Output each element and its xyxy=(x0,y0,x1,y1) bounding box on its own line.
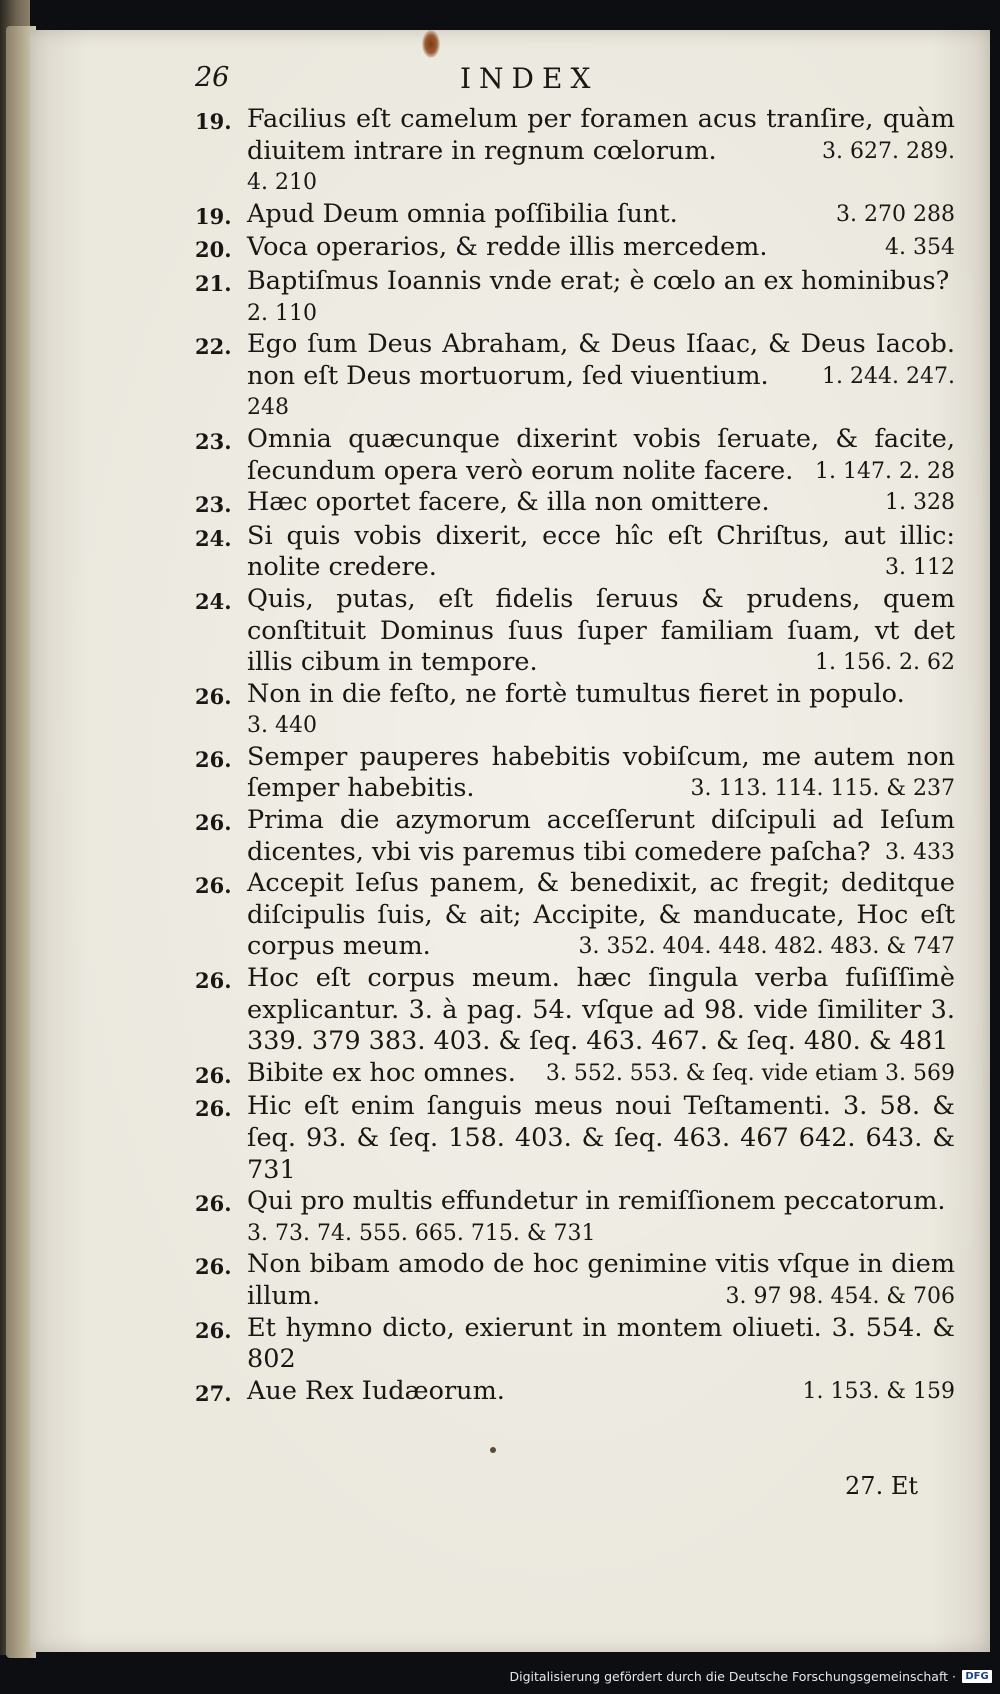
entry-number: 24. xyxy=(195,588,232,614)
running-head: INDEX xyxy=(460,62,599,95)
entry-number: 19. xyxy=(195,109,232,134)
entry-text: Semper pauperes habebitis vobiſcum, me autem non ſemper habebitis. xyxy=(247,741,955,804)
entry-body xyxy=(247,1249,955,1312)
page-header xyxy=(195,62,950,102)
entry-body xyxy=(247,868,955,963)
entry-number: 26. xyxy=(195,746,232,772)
entry-body xyxy=(247,1376,955,1410)
index-entry xyxy=(195,521,955,584)
entry-body xyxy=(247,521,955,584)
entry-text: Voca operarios, & redde illis mercedem. xyxy=(247,232,768,263)
index-entry xyxy=(195,1376,955,1410)
entry-text: Hic eſt enim ſanguis meus noui Teſtamenti. 3. 58. & ſeq. 93. & ſeq. 158. 403. & ſeq. 463. 467 642. 643. & 731 xyxy=(247,1091,955,1185)
entry-number: 19. xyxy=(195,203,232,229)
entry-number: 21. xyxy=(195,270,232,296)
entry-text: Aue Rex Iudæorum. xyxy=(247,1375,505,1406)
index-entry xyxy=(195,805,955,868)
index-entry xyxy=(195,1249,955,1312)
entry-number: 24. xyxy=(195,525,232,551)
entry-body xyxy=(247,963,955,1058)
entry-text: Facilius eſt camelum per foramen acus tranſire, quàm diuitem intrare in regnum cœlorum. xyxy=(247,104,955,166)
entry-body xyxy=(247,805,955,868)
entry-number: 27. xyxy=(195,1380,232,1406)
entry-reference-continued: 248 xyxy=(247,395,289,421)
entry-text: Et hymno dicto, exierunt in montem oliueti. 3. 554. & 802 xyxy=(247,1312,955,1375)
entry-text: Omnia quæcunque dixerint vobis ſeruate, & facite, ſecundum opera verò eorum nolite facere. xyxy=(247,423,955,486)
index-entry xyxy=(195,232,955,266)
entry-reference: 3. 627. 289. xyxy=(822,138,955,164)
index-entry xyxy=(195,1091,955,1186)
entry-body xyxy=(247,584,955,679)
entry-body xyxy=(247,487,955,521)
index-entry xyxy=(195,199,955,233)
entry-number: 23. xyxy=(195,492,232,518)
entry-number: 26. xyxy=(195,1254,232,1280)
entry-number: 26. xyxy=(195,1062,232,1088)
entry-number: 26. xyxy=(195,810,232,836)
dfg-logo-icon: DFG xyxy=(962,1670,992,1683)
entry-number: 22. xyxy=(195,334,232,360)
entry-body xyxy=(247,1091,955,1186)
index-entry xyxy=(195,487,955,521)
digitization-footer xyxy=(510,1666,993,1686)
entry-text: Ego ſum Deus Abraham, & Deus Iſaac, & Deus Iacob. non eſt Deus mortuorum, ſed viuentium. xyxy=(247,329,955,391)
catchword: 27. Et xyxy=(845,1472,918,1500)
index-entry xyxy=(195,329,955,424)
entry-number: 26. xyxy=(195,1096,232,1122)
entry-reference: 3. 433 xyxy=(885,839,955,865)
entry-number: 26. xyxy=(195,873,232,899)
entry-text: Hoc eſt corpus meum. hæc ſingula verba fuſiſſimè explicantur. 3. à pag. 54. vſque ad 98. vide ſimiliter 3. 339. 379 383. 403. & ſeq. 463. 467. & ſeq. 480. & 481 xyxy=(247,963,955,1057)
entry-text: Non in die feſto, ne fortè tumultus fieret in populo. xyxy=(247,678,905,709)
entry-body xyxy=(247,742,955,805)
ink-stain xyxy=(422,30,440,58)
entry-reference: 4. 354 xyxy=(885,235,955,261)
index-entry xyxy=(195,868,955,963)
entry-reference: 1. 244. 247. xyxy=(822,363,955,389)
entry-text: Non bibam amodo de hoc genimine vitis vſque in diem illum. xyxy=(247,1249,955,1311)
entry-number: 26. xyxy=(195,1191,232,1217)
footer-text: Digitalisierung gefördert durch die Deutsche Forschungsgemeinschaft · xyxy=(509,1668,956,1684)
entry-text: Qui pro multis effundetur in remiſſionem peccatorum. xyxy=(247,1186,946,1217)
entry-reference-continued: 3. 440 xyxy=(247,713,317,739)
ink-dot xyxy=(490,1447,496,1453)
entry-number: 26. xyxy=(195,968,232,994)
entry-text: Baptiſmus Ioannis vnde erat; è cœlo an ex hominibus? xyxy=(247,265,950,296)
entry-body xyxy=(247,424,955,487)
index-entries xyxy=(195,104,955,1409)
index-entry xyxy=(195,679,955,742)
entry-text: Si quis vobis dixerit, ecce hîc eſt Chriſtus, aut illic: nolite credere. xyxy=(247,520,955,583)
entry-body xyxy=(247,329,955,424)
entry-reference: 1. 156. 2. 62 xyxy=(815,650,955,676)
entry-text: Prima die azymorum acceſſerunt diſcipuli ad Ieſum dicentes, vbi vis paremus tibi comedere paſcha? xyxy=(247,805,955,867)
entry-reference-continued: 4. 210 xyxy=(247,170,317,196)
entry-reference: 3. 112 xyxy=(885,555,955,581)
index-entry xyxy=(195,424,955,487)
entry-text: Apud Deum omnia poſſibilia ſunt. xyxy=(247,198,678,229)
entry-body xyxy=(247,104,955,199)
entry-reference: 3. 97 98. 454. & 706 xyxy=(725,1283,955,1309)
index-entry xyxy=(195,104,955,199)
entry-body xyxy=(247,232,955,266)
entry-number: 20. xyxy=(195,237,232,263)
entry-reference: 1. 147. 2. 28 xyxy=(815,458,955,484)
index-entry xyxy=(195,963,955,1058)
index-entry xyxy=(195,584,955,679)
entry-reference: 3. 270 288 xyxy=(836,201,955,227)
entry-body xyxy=(247,199,955,233)
entry-reference-continued: 3. 73. 74. 555. 665. 715. & 731 xyxy=(247,1220,596,1246)
entry-body xyxy=(247,1186,955,1249)
entry-body xyxy=(247,1313,955,1376)
index-entry xyxy=(195,266,955,329)
entry-reference-continued: 2. 110 xyxy=(247,300,317,326)
entry-reference: 1. 328 xyxy=(885,490,955,516)
entry-body xyxy=(247,1058,955,1092)
entry-body xyxy=(247,679,955,742)
entry-reference: 1. 153. & 159 xyxy=(802,1378,955,1404)
entry-text: Quis, putas, eſt fidelis ſeruus & prudens, quem conſtituit Dominus ſuus ſuper familiam ſuam, vt det illis cibum in tempore. xyxy=(247,583,955,678)
entry-number: 26. xyxy=(195,1317,232,1343)
entry-number: 26. xyxy=(195,683,232,709)
page-number: 26 xyxy=(195,62,230,93)
index-entry xyxy=(195,1058,955,1092)
index-entry xyxy=(195,742,955,805)
index-entry xyxy=(195,1186,955,1249)
entry-reference: 3. 113. 114. 115. & 237 xyxy=(690,776,955,802)
entry-number: 23. xyxy=(195,428,232,454)
index-entry xyxy=(195,1313,955,1376)
entry-text: Accepit Ieſus panem, & benedixit, ac fregit; deditque diſcipulis ſuis, & ait; Accipite, & manducate, Hoc eſt corpus meum. xyxy=(247,868,955,962)
entry-reference: 3. 552. 553. & ſeq. vide etiam 3. 569 xyxy=(545,1060,955,1086)
entry-text: Bibite ex hoc omnes. xyxy=(247,1057,516,1088)
entry-reference: 3. 352. 404. 448. 482. 483. & 747 xyxy=(578,934,955,960)
entry-text: Hæc oportet facere, & illa non omittere. xyxy=(247,487,770,518)
entry-body xyxy=(247,266,955,329)
